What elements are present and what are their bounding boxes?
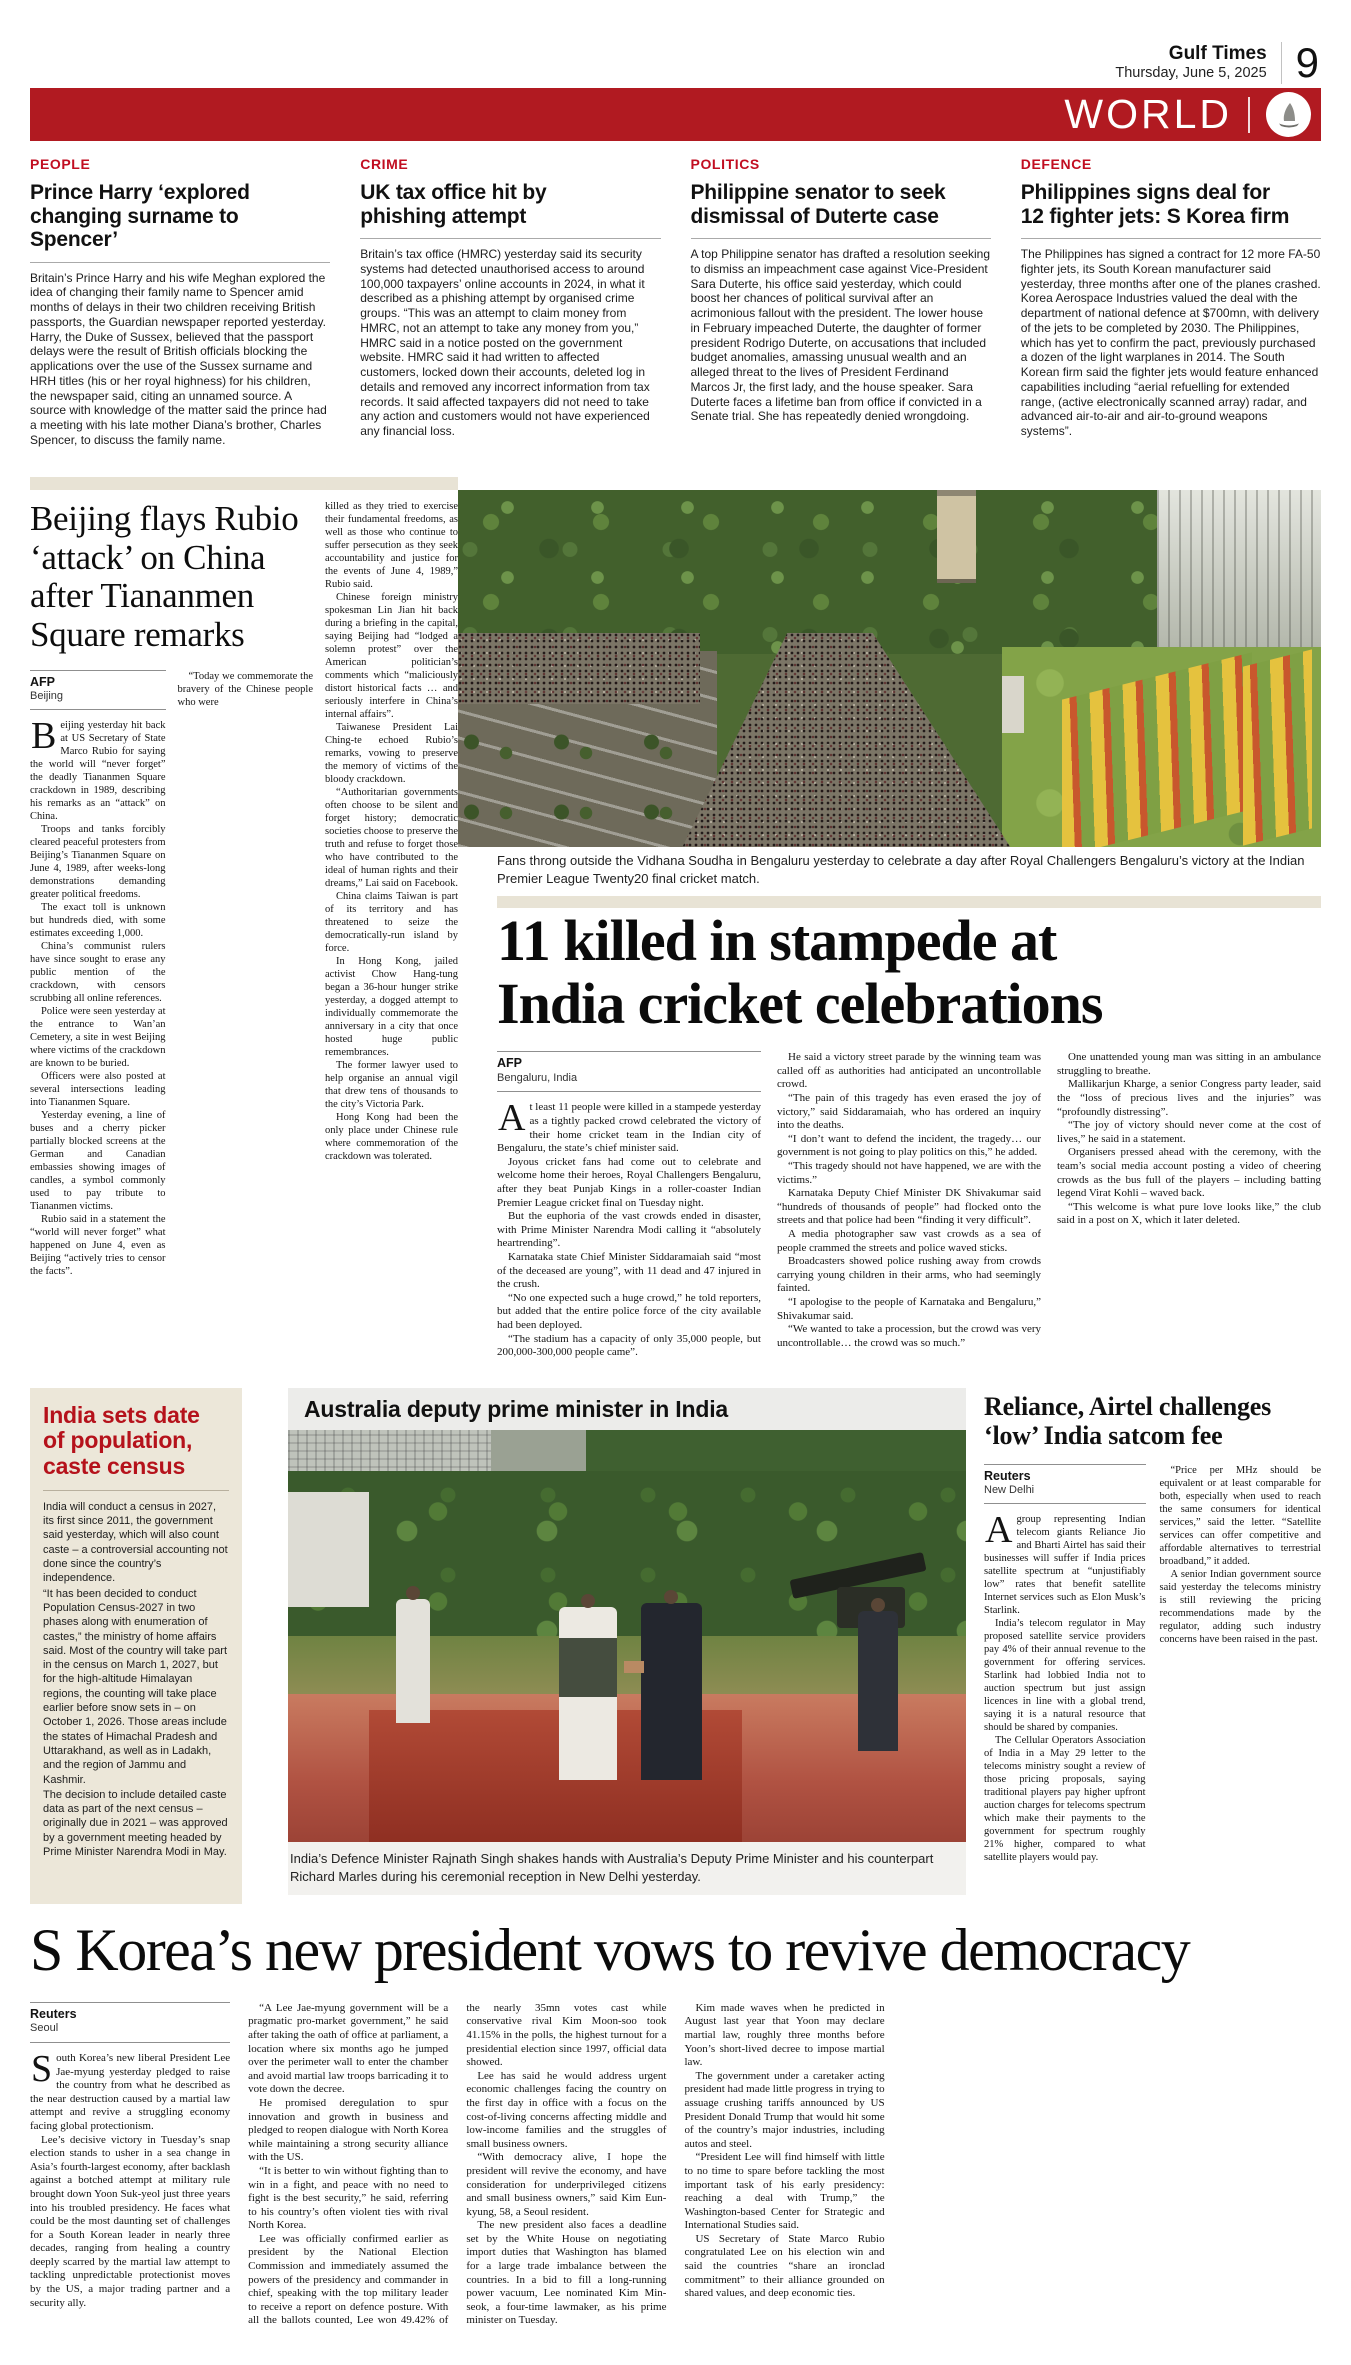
brief-people bbox=[30, 156, 330, 448]
issue-date: Thursday, June 5, 2025 bbox=[1115, 65, 1267, 82]
photo-crowd bbox=[458, 633, 700, 704]
beijing-main-column bbox=[30, 500, 313, 1375]
body-text: Beijing yesterday hit back at US Secretary of State Marco Rubio for saying the world will “never forget” the deadly Tiananmen Square crackdown in 1989, describing his remarks as an “attack” on China. Troops and tanks forcibly cleared peaceful protesters from Beijing’s Tiananmen Square on June 4, 1989, after weeks-long demonstrations demanding greater political freedoms. The exact toll is unknown but hundreds died, with some estimates exceeding 1,000. China’s communist rulers have since sought to erase any public mention of the crackdown, with censors scrubbing all online references. Police were seen yesterday at the entrance to Wan’an Cemetery, a site in west Beijing where victims of the crackdown are known to be buried. Officers were also posted at several intersections leading into Tiananmen Square. Yesterday evening, a line of buses and a cherry picker partially blocked screens at the German and Canadian embassies showing images of candles, a symbol commonly used to pay tribute to Tiananmen victims. Rubio said in a statement the “world will never forget” what happened on June 4, even as Beijing “actively tries to censor the facts”. “Today we commemorate the bravery of the Chinese people who were bbox=[30, 671, 313, 1277]
brief-body: The Philippines has signed a contract for 12 more FA-50 fighter jets, its South Korean manufacturer said yesterday, three months after one of the planes crashed. Korea Aerospace Industries valued the deal with the department of national defence at $700mn, with delivery of the jets to be completed by 2030. The Philippines, which has yet to confirm the pact, previously purchased a dozen of the light warplanes in 2014. The South Korean firm said the fighter jets would feature enhanced capabilities including “aerial refuelling for extended range, (active electronically scanned array) radar, and advanced air-to-air and air-to-ground weapons systems”. bbox=[1020, 247, 1321, 439]
body-text: Agroup representing Indian telecom giants Reliance Jio and Bharti Airtel has said their businesses will suffer if India prices satellite spectrum at “unjustifiably low” rates that benefit satellite Internet services such as Elon Musk’s Starlink. India’s telecom regulator in May proposed satellite service providers pay 4% of their annual revenue to the government for offering services. Starlink had lobbied India not to auction spectrum but just assign licences in line with a global trend, saying it is a natural resource that should be shared by companies. The Cellular Operators Association of India in a May 29 letter to the telecoms ministry sought a review of those pricing proposals, saying traditional players pay higher upfront auction charges for telecoms spectrum which make their payments to the government for spectrum roughly 21% higher, compared to what satellite players would pay. “Price per MHz should be equivalent or at least comparable for both, especially when used to reach the same consumers for identical services,” said the letter. “Satellite services can offer competitive and affordable alternatives to terrestrial broadband,” it added. A senior Indian government source said yesterday the telecoms ministry is still reviewing the pricing recommendations made by the regulator, adding such industry concerns have been raised in the past. bbox=[984, 1465, 1321, 1864]
section-banner bbox=[30, 88, 1321, 141]
article-skorea-president bbox=[30, 1917, 1321, 2334]
photo-honour-guard bbox=[396, 1599, 430, 1723]
section-divider-bar bbox=[497, 896, 1321, 908]
rule bbox=[30, 262, 330, 263]
article-headline: 11 killed in stampede at India cricket celebrations bbox=[497, 908, 1103, 1036]
brief-body: A top Philippine senator has drafted a resolution seeking to dismiss an impeachment case against Vice-President Sara Duterte, his office said yesterday, which could boost her chances of political survival after an acrimonious fallout with the president. The lower house in February impeached Duterte, the daughter of former president Rodrigo Duterte, on accusations that included budget anomalies, amassing unusual wealth and an alleged threat to the lives of President Ferdinand Marcos Jr, the first lady, and the house speaker. Sara Duterte faces a lifetime ban from office if convicted in a Senate trial. She has repeatedly denied wrongdoing. bbox=[690, 247, 991, 424]
rule bbox=[360, 238, 660, 239]
header-divider bbox=[1281, 42, 1282, 84]
byline bbox=[497, 1051, 761, 1092]
rule bbox=[691, 238, 991, 239]
box-heading: India sets date of population, caste census bbox=[43, 1402, 200, 1479]
page-header bbox=[1115, 39, 1319, 86]
byline-agency: AFP bbox=[30, 675, 55, 689]
byline bbox=[984, 1464, 1146, 1504]
body-text: At least 11 people were killed in a stampede yesterday as a tightly packed crowd celebrated the victory of their home cricket team in the Indian city of Bengaluru, the state’s chief minister said. Joyous cricket fans had come out to celebrate and welcome home their heroes, Royal Challengers Bengaluru, after they beat Punjab Kings in a roller-coaster Indian Premier League cricket final on Tuesday night. But the euphoria of the vast crowds ended in disaster, with Prime Minister Narendra Modi calling it “absolutely heartrending”. Karnataka state Chief Minister Siddaramaiah said “most of the deceased are young”, with 11 dead and 47 injured in the crush. “No one expected such a huge crowd,” he told reporters, but added that the entire police force of the city available had been deployed. “The stadium has a capacity of only 35,000 people, but 200,000-300,000 people came”. He said a victory street parade by the winning team was called off as authorities had anticipated an uncontrollable crowd. “The pain of this tragedy has even erased the joy of victory,” said Siddaramaiah, who has ordered an inquiry into the deaths. “I don’t want to defend the incident, the tragedy… our government is not going to play politics on this,” he added. “This tragedy should not have happened, we are with the victims.” Karnataka Deputy Chief Minister DK Shivakumar said “hundreds of thousands of people” had flocked onto the streets and that police had been “finding it very difficult”. A media photographer saw vast crowds as a sea of people crammed the streets and police waved sticks. Broadcasters showed police rushing away from crowds carrying young children in their arms, who had seemingly fainted. “I apologise to the people of Karnataka and Bengaluru,” Shivakumar said. “We wanted to take a procession, but the crowd was very uncontrollable… the crowd was so much.” One unattended young man was sitting in an ambulance struggling to breathe. Mallikarjun Kharge, a senior Congress party leader, said the “loss of precious lives and the injuries” was “profoundly distressing”. “The joy of victory should never come at the cost of lives,” he said in a statement. Organisers pressed ahead with the ceremony, with the team’s social media account posting a video of cheering crowds as the bus full of the players – including batting legend Virat Kohli – waved back. “This welcome is what pure love looks like,” the club said in a post on X, which it later deleted. bbox=[497, 1051, 1321, 1359]
byline bbox=[30, 670, 166, 710]
box-body: India will conduct a census in 2027, its first since 2011, the government said yesterday, which will also count caste – a controversial accounting not done since the country’s independence. “It has been decided to conduct Population Census-2027 in two phases along with enumeration of castes,” the ministry of home affairs said. Most of the country will take part in the census on March 1, 2027, but for the high-altitude Himalayan regions, the counting will take place earlier before snow sets in – on October 1, 2026. Those areas include the states of Himachal Pradesh and Uttarakhand, as well as in Ladakh, and the region of Jammu and Kashmir. The decision to include detailed caste data as part of the next census – originally due in 2021 – was approved by a government meeting headed by Prime Minister Narendra Modi in May. bbox=[43, 1500, 228, 1859]
brief-headline: Philippine senator to seek dismissal of Duterte case bbox=[690, 181, 946, 228]
beijing-continuation-column: killed as they tried to exercise their fundamental freedoms, as well as those who continue to suffer persecution as they seek accountability and justice for the events of June 4, 1989,” Rubio said. Chinese foreign ministry spokesman Lin Jian hit back during a briefing in the capital, saying Beijing had “lodged a solemn protest” over the American politician’s comments which “maliciously distort historical facts … and seriously interfere in China’s internal affairs”. Taiwanese President Lai Ching-te echoed Rubio’s remarks, vowing to preserve the memory of victims of the bloody crackdown. “Authoritarian governments often choose to be silent and forget history; democratic societies choose to preserve the truth and refuse to forget those who have contributed to the ideal of human rights and their dreams,” Lai said on Facebook. China claims Taiwan is part of its territory and has threatened to seize the democratically-run island by force. In Hong Kong, jailed activist Chow Hang-tung began a 36-hour hunger strike yesterday, a dogged attempt to individually commemorate the anniversary in a city that once hosted huge public remembrances. The former lawyer used to help organise an annual vigil that drew tens of thousands to the city’s Victoria Park. Hong Kong had been the only place under Chinese rule where commemoration of the crackdown was tolerated. bbox=[325, 501, 458, 1162]
news-briefs-row bbox=[30, 156, 1321, 448]
australia-photo-block bbox=[288, 1388, 966, 1895]
brief-body: Britain’s tax office (HMRC) yesterday said its security systems had detected unauthorised access to around 100,000 taxpayers’ online accounts in 2024, in what it described as a phishing attempt by organised crime groups. “This was an attempt to claim money from HMRC, not an attempt to take any money from you,” HMRC said in a notice posted on the government website. HMRC said it had written to affected customers, locked down their accounts, deleted log in details and removed any incorrect information from tax records. It said affected taxpayers did not need to take any action and customers would not have experienced any financial loss. bbox=[360, 247, 650, 439]
kicker: PEOPLE bbox=[30, 156, 91, 172]
photo-caption: India’s Defence Minister Rajnath Singh shakes hands with Australia’s Deputy Prime Minister and his counterpart Richard Marles during his ceremonial reception in New Delhi yesterday. bbox=[288, 1842, 966, 1895]
dhow-logo-icon bbox=[1266, 92, 1311, 137]
body-text: South Korea’s new liberal President Lee Jae-myung yesterday pledged to raise the country from what he described as the near destruction caused by a martial law attempt and revive a struggling economy facing global protectionism. Lee’s decisive victory in Tuesday’s snap election stands to usher in a sea change in Asia’s fourth-largest economy, after backlash against a botched attempt at military rule brought down Yoon Suk-yeol just three years into his troubled presidency. He faces what could be the most daunting set of challenges for a South Korean leader in nearly three decades, ranging from healing a country deeply scarred by the martial law attempt to tackling unpredictable protectionist moves by the US, a major trading partner and a security ally. “A Lee Jae-myung government will be a pragmatic pro-market government,” he said after taking the oath of office at parliament, a location where six months ago he jumped over the perimeter wall to enter the chamber and avoid martial law troops barricading it to vote down the decree. He promised deregulation to spur innovation and growth in business and pledged to reopen dialogue with North Korea while maintaining a strong security alliance with the US. “It is better to win without fighting than to win in a fight, and peace with no need to fight is the best security,” he said, referring to his country’s often violent ties with rival North Korea. Lee was officially confirmed earlier as president by the National Election Commission and immediately assumed the powers of the presidency and commander in chief, speaking with the top military leader to receive a report on defence posture. With all the ballots counted, Lee won 49.42% of the nearly 35mn votes cast while conservative rival Kim Moon-soo took 41.15% in the polls, the highest turnout for a presidential election since 1997, official data showed. Lee has said he would address urgent economic challenges facing the country on the first day in office with a focus on the cost-of-living concerns affecting middle and low-income families and the struggles of small business owners. “With democracy alive, I hope the president will revive the economy, and have consideration for underprivileged citizens and small business owners,” said Kim Eun-kyung, 58, a Seoul resident. The new president also faces a deadline set by the White House on negotiating import duties that Washington has blamed for a large trade imbalance between the countries. In a bid to fill a long-running power vacuum, Lee nominated Kim Min-seok, a four-time lawmaker, as his prime minister on Tuesday. Kim made waves when he predicted in August last year that Yoon may declare martial law, roughly three months before Yoon’s short-lived decree to impose martial law. The government under a caretaker acting president had made little progress in trying to assuage crushing tariffs announced by US President Donald Trump that would hit some of the country’s major industries, including autos and steel. “President Lee will find himself with little to no time to spare before tackling the most important task of his early presidency: reaching a deal with Trump,” the Washington-based Center for Strategic and International Studies said. US Secretary of State Marco Rubio congratulated Lee on his election win and said the countries “share an ironclad commitment” to their alliance grounded on shared values, and deep economic ties. bbox=[30, 2001, 885, 2327]
photo-richard-marles bbox=[641, 1603, 702, 1780]
census-highlight-box bbox=[30, 1388, 242, 1904]
byline-agency: Reuters bbox=[30, 2006, 77, 2021]
photo-handshake bbox=[624, 1661, 644, 1673]
article-headline: Beijing flays Rubio ‘attack’ on China after Tiananmen Square remarks bbox=[30, 499, 299, 654]
article-body bbox=[497, 1051, 1321, 1366]
section-title: WORLD bbox=[1064, 91, 1232, 137]
photo-clock-tower bbox=[937, 490, 976, 583]
kicker: DEFENCE bbox=[1020, 156, 1092, 172]
brief-headline: Prince Harry ‘explored changing surname to Spencer’ bbox=[30, 181, 250, 252]
bengaluru-aerial-photo bbox=[458, 490, 1321, 847]
brief-politics bbox=[691, 156, 991, 448]
dhow-sail-glyph bbox=[1274, 100, 1304, 130]
photo-white-building bbox=[288, 1492, 369, 1607]
article-beijing-rubio bbox=[30, 500, 458, 1375]
kicker: CRIME bbox=[360, 156, 409, 172]
byline-location: Seoul bbox=[30, 2022, 59, 2035]
brief-body: Britain’s Prince Harry and his wife Meghan explored the idea of changing their family name to Spencer amid months of delays in their two children receiving British passports, the Guardian newspaper reported yesterday. Harry, the Duke of Sussex, believed that the passport delays were the result of British officials blocking the applications over the use of the Sussex surname and HRH titles (his or her royal highness) for his children, the newspaper said, citing an unnamed source. A source with knowledge of the matter said the prince had a meeting with his late mother Diana’s brother, Charles Spencer, to discuss the family name. bbox=[30, 270, 327, 447]
rajnath-marles-photo bbox=[288, 1430, 966, 1842]
brief-headline: Philippines signs deal for 12 fighter jets: S Korea firm bbox=[1020, 181, 1290, 228]
article-headline: Reliance, Airtel challenges ‘low’ India satcom fee bbox=[984, 1392, 1272, 1451]
photo-rajnath-singh bbox=[559, 1607, 617, 1780]
byline-agency: Reuters bbox=[984, 1469, 1031, 1484]
banner-divider bbox=[1248, 97, 1250, 133]
article-body bbox=[984, 1464, 1321, 1864]
article-body bbox=[30, 2002, 1321, 2334]
article-stampede bbox=[497, 910, 1321, 1366]
byline-location: New Delhi bbox=[984, 1484, 1035, 1497]
photo-aide bbox=[858, 1611, 899, 1751]
photo-block-headline: Australia deputy prime minister in India bbox=[288, 1388, 966, 1430]
photo-statue bbox=[1002, 676, 1024, 733]
brief-crime bbox=[360, 156, 660, 448]
brief-defence bbox=[1021, 156, 1321, 448]
photo-crowd bbox=[682, 633, 1010, 847]
page-number: 9 bbox=[1295, 39, 1319, 86]
rule bbox=[1021, 238, 1321, 239]
masthead bbox=[1115, 44, 1266, 81]
byline-location: Bengaluru, India bbox=[497, 1071, 578, 1084]
article-headline: S Korea’s new president vows to revive democracy bbox=[30, 1917, 1190, 1983]
photo-flowerbed bbox=[1243, 649, 1312, 845]
byline bbox=[30, 2002, 230, 2043]
article-body bbox=[30, 670, 313, 1288]
section-divider-bar bbox=[30, 477, 458, 490]
paper-name: Gulf Times bbox=[1168, 43, 1267, 65]
photo-caption: Fans throng outside the Vidhana Soudha in Bengaluru yesterday to celebrate a day after Royal Challengers Bengaluru’s victory at the Indian Premier League Twenty20 final cricket match. bbox=[497, 853, 1305, 886]
brief-headline: UK tax office hit by phishing attempt bbox=[360, 181, 547, 228]
byline-location: Beijing bbox=[30, 690, 64, 702]
article-reliance-satcom bbox=[984, 1392, 1321, 1864]
rule bbox=[43, 1490, 229, 1491]
photo-vidhana-soudha-building bbox=[1157, 490, 1321, 647]
kicker: POLITICS bbox=[690, 156, 760, 172]
byline-agency: AFP bbox=[497, 1056, 522, 1071]
